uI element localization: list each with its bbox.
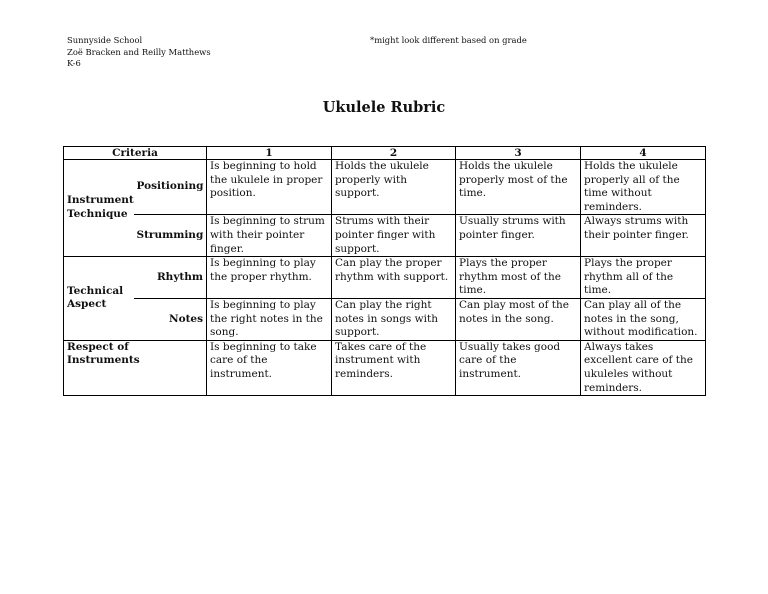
table-cell: Is beginning to take care of the instrument. <box>207 340 332 395</box>
row-label-positioning: Positioning <box>134 160 207 215</box>
document-title: Ukulele Rubric <box>322 99 446 116</box>
table-row <box>64 340 706 395</box>
table-cell: Always strums with their pointer finger. <box>581 215 706 257</box>
table-cell: Usually takes good care of the instrument. <box>456 340 581 395</box>
table-cell: Takes care of the instrument with reminders. <box>332 340 456 395</box>
level-header: 3 <box>456 147 581 160</box>
grade-range: K-6 <box>67 58 81 68</box>
row-label-respect-of-instruments: Respect of Instruments <box>64 340 207 395</box>
table-cell: Usually strums with pointer finger. <box>456 215 581 257</box>
table-cell: Is beginning to strum with their pointer finger. <box>207 215 332 257</box>
table-cell: Always takes excellent care of the ukuleles without reminders. <box>581 340 706 395</box>
table-cell: Can play the proper rhythm with support. <box>332 257 456 299</box>
row-label-strumming: Strumming <box>134 215 207 257</box>
table-cell: Is beginning to play the right notes in the song. <box>207 298 332 340</box>
level-header: 1 <box>207 147 332 160</box>
table-cell: Plays the proper rhythm all of the time. <box>581 257 706 299</box>
table-cell: Can play the right notes in songs with support. <box>332 298 456 340</box>
table-cell: Plays the proper rhythm most of the time. <box>456 257 581 299</box>
group-label-instrument-technique: Instrument Technique <box>64 160 134 257</box>
table-cell: Holds the ukulele properly most of the time. <box>456 160 581 215</box>
author-names: Zoë Bracken and Reilly Matthews <box>67 46 211 57</box>
table-row <box>64 298 706 340</box>
table-row <box>64 257 706 299</box>
row-label-notes: Notes <box>134 298 207 340</box>
table-row <box>64 160 706 215</box>
group-label-technical-aspect: Technical Aspect <box>64 257 134 341</box>
table-header-row <box>64 147 706 160</box>
row-label-rhythm: Rhythm <box>134 257 207 299</box>
table-cell: Is beginning to play the proper rhythm. <box>207 257 332 299</box>
grade-note: *might look different based on grade <box>370 35 527 45</box>
table-cell: Holds the ukulele properly with support. <box>332 160 456 215</box>
header-left <box>67 35 211 70</box>
level-header: 4 <box>581 147 706 160</box>
table-cell: Strums with their pointer finger with support. <box>332 215 456 257</box>
table-cell: Can play most of the notes in the song. <box>456 298 581 340</box>
school-name: Sunnyside School <box>67 35 143 45</box>
rubric-table <box>63 146 706 396</box>
criteria-header: Criteria <box>64 147 207 160</box>
table-cell: Is beginning to hold the ukulele in proper position. <box>207 160 332 215</box>
table-cell: Can play all of the notes in the song, without modification. <box>581 298 706 340</box>
level-header: 2 <box>332 147 456 160</box>
table-row <box>64 215 706 257</box>
table-cell: Holds the ukulele properly all of the time without reminders. <box>581 160 706 215</box>
